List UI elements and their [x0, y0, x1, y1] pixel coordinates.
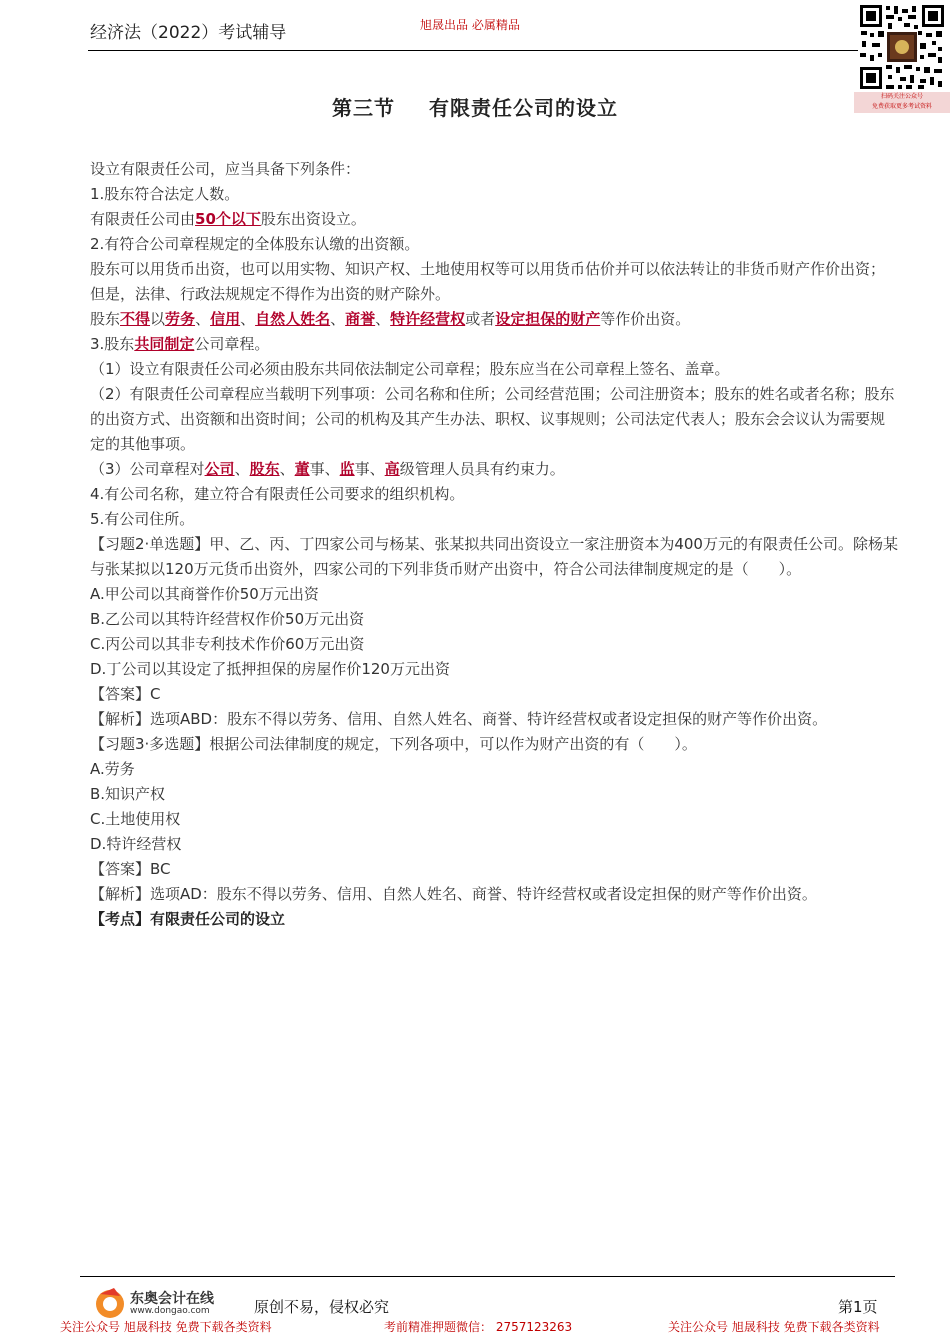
text-run: 、 — [375, 310, 391, 328]
condition-3-item-3 — [90, 457, 898, 482]
condition-3-item-1: （1）设立有限责任公司必须由股东共同依法制定公司章程；股东应当在公司章程上签名、盖章。 — [90, 360, 730, 378]
highlight-text: 劳务 — [165, 310, 196, 328]
qr-caption-line2: 免费获取更多考试资料 — [871, 103, 932, 110]
text-run: 、 — [330, 310, 346, 328]
footer-slogan: 原创不易，侵权必究 — [254, 1298, 390, 1316]
condition-1: 1.股东符合法定人数。 — [90, 185, 240, 203]
highlight-text: 监 — [339, 460, 355, 478]
footer-banner-center: 考前精准押题微信： 2757123263 — [384, 1320, 573, 1334]
condition-2: 2.有符合公司章程规定的全体股东认缴的出资额。 — [90, 235, 420, 253]
text-run: 等作价出资。 — [600, 310, 691, 328]
document-body — [90, 157, 898, 932]
text-run: 以 — [150, 310, 166, 328]
condition-3-item-2: （2）有限责任公司章程应当载明下列事项：公司名称和住所；公司经营范围；公司注册资本；股东的姓名或者名称；股东的出资方式、出资额和出资时间；公司的机构及其产生办法、职权、议事规则；公司法定代表人；股东会会议认为需要规定的其他事项。 — [90, 385, 895, 453]
question-3-option-b: B.知识产权 — [90, 785, 166, 803]
highlight-text: 自然人姓名 — [255, 310, 331, 328]
question-3-stem: 【习题3·多选题】根据公司法律制度的规定，下列各项中，可以作为财产出资的有（ ）。 — [90, 735, 697, 753]
condition-4: 4.有公司名称，建立符合有限责任公司要求的组织机构。 — [90, 485, 465, 503]
text-run: （3）公司章程对 — [90, 460, 205, 478]
question-2-answer: 【答案】C — [90, 685, 161, 703]
highlight-text: 高 — [384, 460, 400, 478]
question-2-option-d: D.丁公司以其设定了抵押担保的房屋作价120万元出资 — [90, 660, 450, 678]
key-point: 【考点】有限责任公司的设立 — [90, 910, 286, 928]
highlight-text: 50个以下 — [195, 210, 261, 228]
footer-divider — [80, 1276, 895, 1277]
question-2-analysis: 【解析】选项ABD：股东不得以劳务、信用、自然人姓名、商誉、特许经营权或者设定担保的财产等作价出资。 — [90, 710, 828, 728]
logo-text: 东奥会计在线 — [130, 1291, 214, 1307]
text-run: 级管理人员具有约束力。 — [399, 460, 565, 478]
question-3-option-c: C.土地使用权 — [90, 810, 181, 828]
intro-paragraph: 设立有限责任公司，应当具备下列条件： — [90, 160, 361, 178]
text-run: 、 — [234, 460, 250, 478]
qr-caption-line1: 扫码关注公众号 — [880, 93, 923, 100]
text-run: 股东 — [90, 310, 121, 328]
text-run: 3.股东 — [90, 335, 135, 353]
highlight-text: 股东 — [249, 460, 280, 478]
text-run: 公司章程。 — [194, 335, 270, 353]
text-run: 有限责任公司由 — [90, 210, 196, 228]
qr-code-icon — [858, 3, 946, 91]
question-3-answer: 【答案】BC — [90, 860, 171, 878]
highlight-text: 商誉 — [345, 310, 376, 328]
question-2-option-c: C.丙公司以其非专利技术作价60万元出资 — [90, 635, 365, 653]
question-3-option-d: D.特许经营权 — [90, 835, 182, 853]
question-3-option-a: A.劳务 — [90, 760, 135, 778]
section-title — [0, 92, 950, 121]
footer-banner-left: 关注公众号 旭晟科技 免费下载各类资料 — [60, 1320, 272, 1334]
section-heading: 有限责任公司的设立 — [429, 96, 618, 120]
question-2-option-b: B.乙公司以其特许经营权作价50万元出资 — [90, 610, 365, 628]
logo-url: www.dongao.com — [130, 1306, 210, 1316]
text-run: 、 — [195, 310, 211, 328]
text-run: 事、 — [309, 460, 340, 478]
highlight-text: 共同制定 — [134, 335, 195, 353]
highlight-text: 信用 — [210, 310, 241, 328]
condition-1-detail — [90, 207, 898, 232]
highlight-text: 设定担保的财产 — [495, 310, 601, 328]
condition-2-detail: 股东可以用货币出资，也可以用实物、知识产权、土地使用权等可以用货币估价并可以依法转让的非货币财产作价出资；但是，法律、行政法规规定不得作为出资的财产除外。 — [90, 260, 886, 303]
text-run: 、 — [240, 310, 256, 328]
header-slogan: 旭晟出品 必属精品 — [420, 18, 520, 32]
highlight-text: 特许经营权 — [390, 310, 466, 328]
text-run: 股东出资设立。 — [260, 210, 366, 228]
section-number: 第三节 — [332, 96, 395, 120]
question-2-option-a: A.甲公司以其商誉作价50万元出资 — [90, 585, 319, 603]
text-run: 或者 — [465, 310, 496, 328]
header-divider — [88, 50, 858, 51]
document-header-title: 经济法（2022）考试辅导 — [90, 23, 287, 43]
text-run: 事、 — [354, 460, 385, 478]
question-2-stem: 【习题2·单选题】甲、乙、丙、丁四家公司与杨某、张某拟共同出资设立一家注册资本为400万元的有限责任公司。除杨某与张某拟以120万元货币出资外，四家公司的下列非货币财产出资中，符合公司法律制度规定的是（ ）。 — [90, 535, 898, 578]
condition-3 — [90, 332, 898, 357]
highlight-text: 公司 — [204, 460, 235, 478]
highlight-text: 不得 — [120, 310, 151, 328]
question-3-analysis: 【解析】选项AD：股东不得以劳务、信用、自然人姓名、商誉、特许经营权或者设定担保的财产等作价出资。 — [90, 885, 817, 903]
highlight-text: 董 — [294, 460, 310, 478]
footer-banner-right: 关注公众号 旭晟科技 免费下载各类资料 — [668, 1320, 880, 1334]
text-run: 、 — [279, 460, 295, 478]
condition-2-forbidden — [90, 307, 898, 332]
condition-5: 5.有公司住所。 — [90, 510, 195, 528]
page-number: 第1页 — [838, 1298, 878, 1316]
